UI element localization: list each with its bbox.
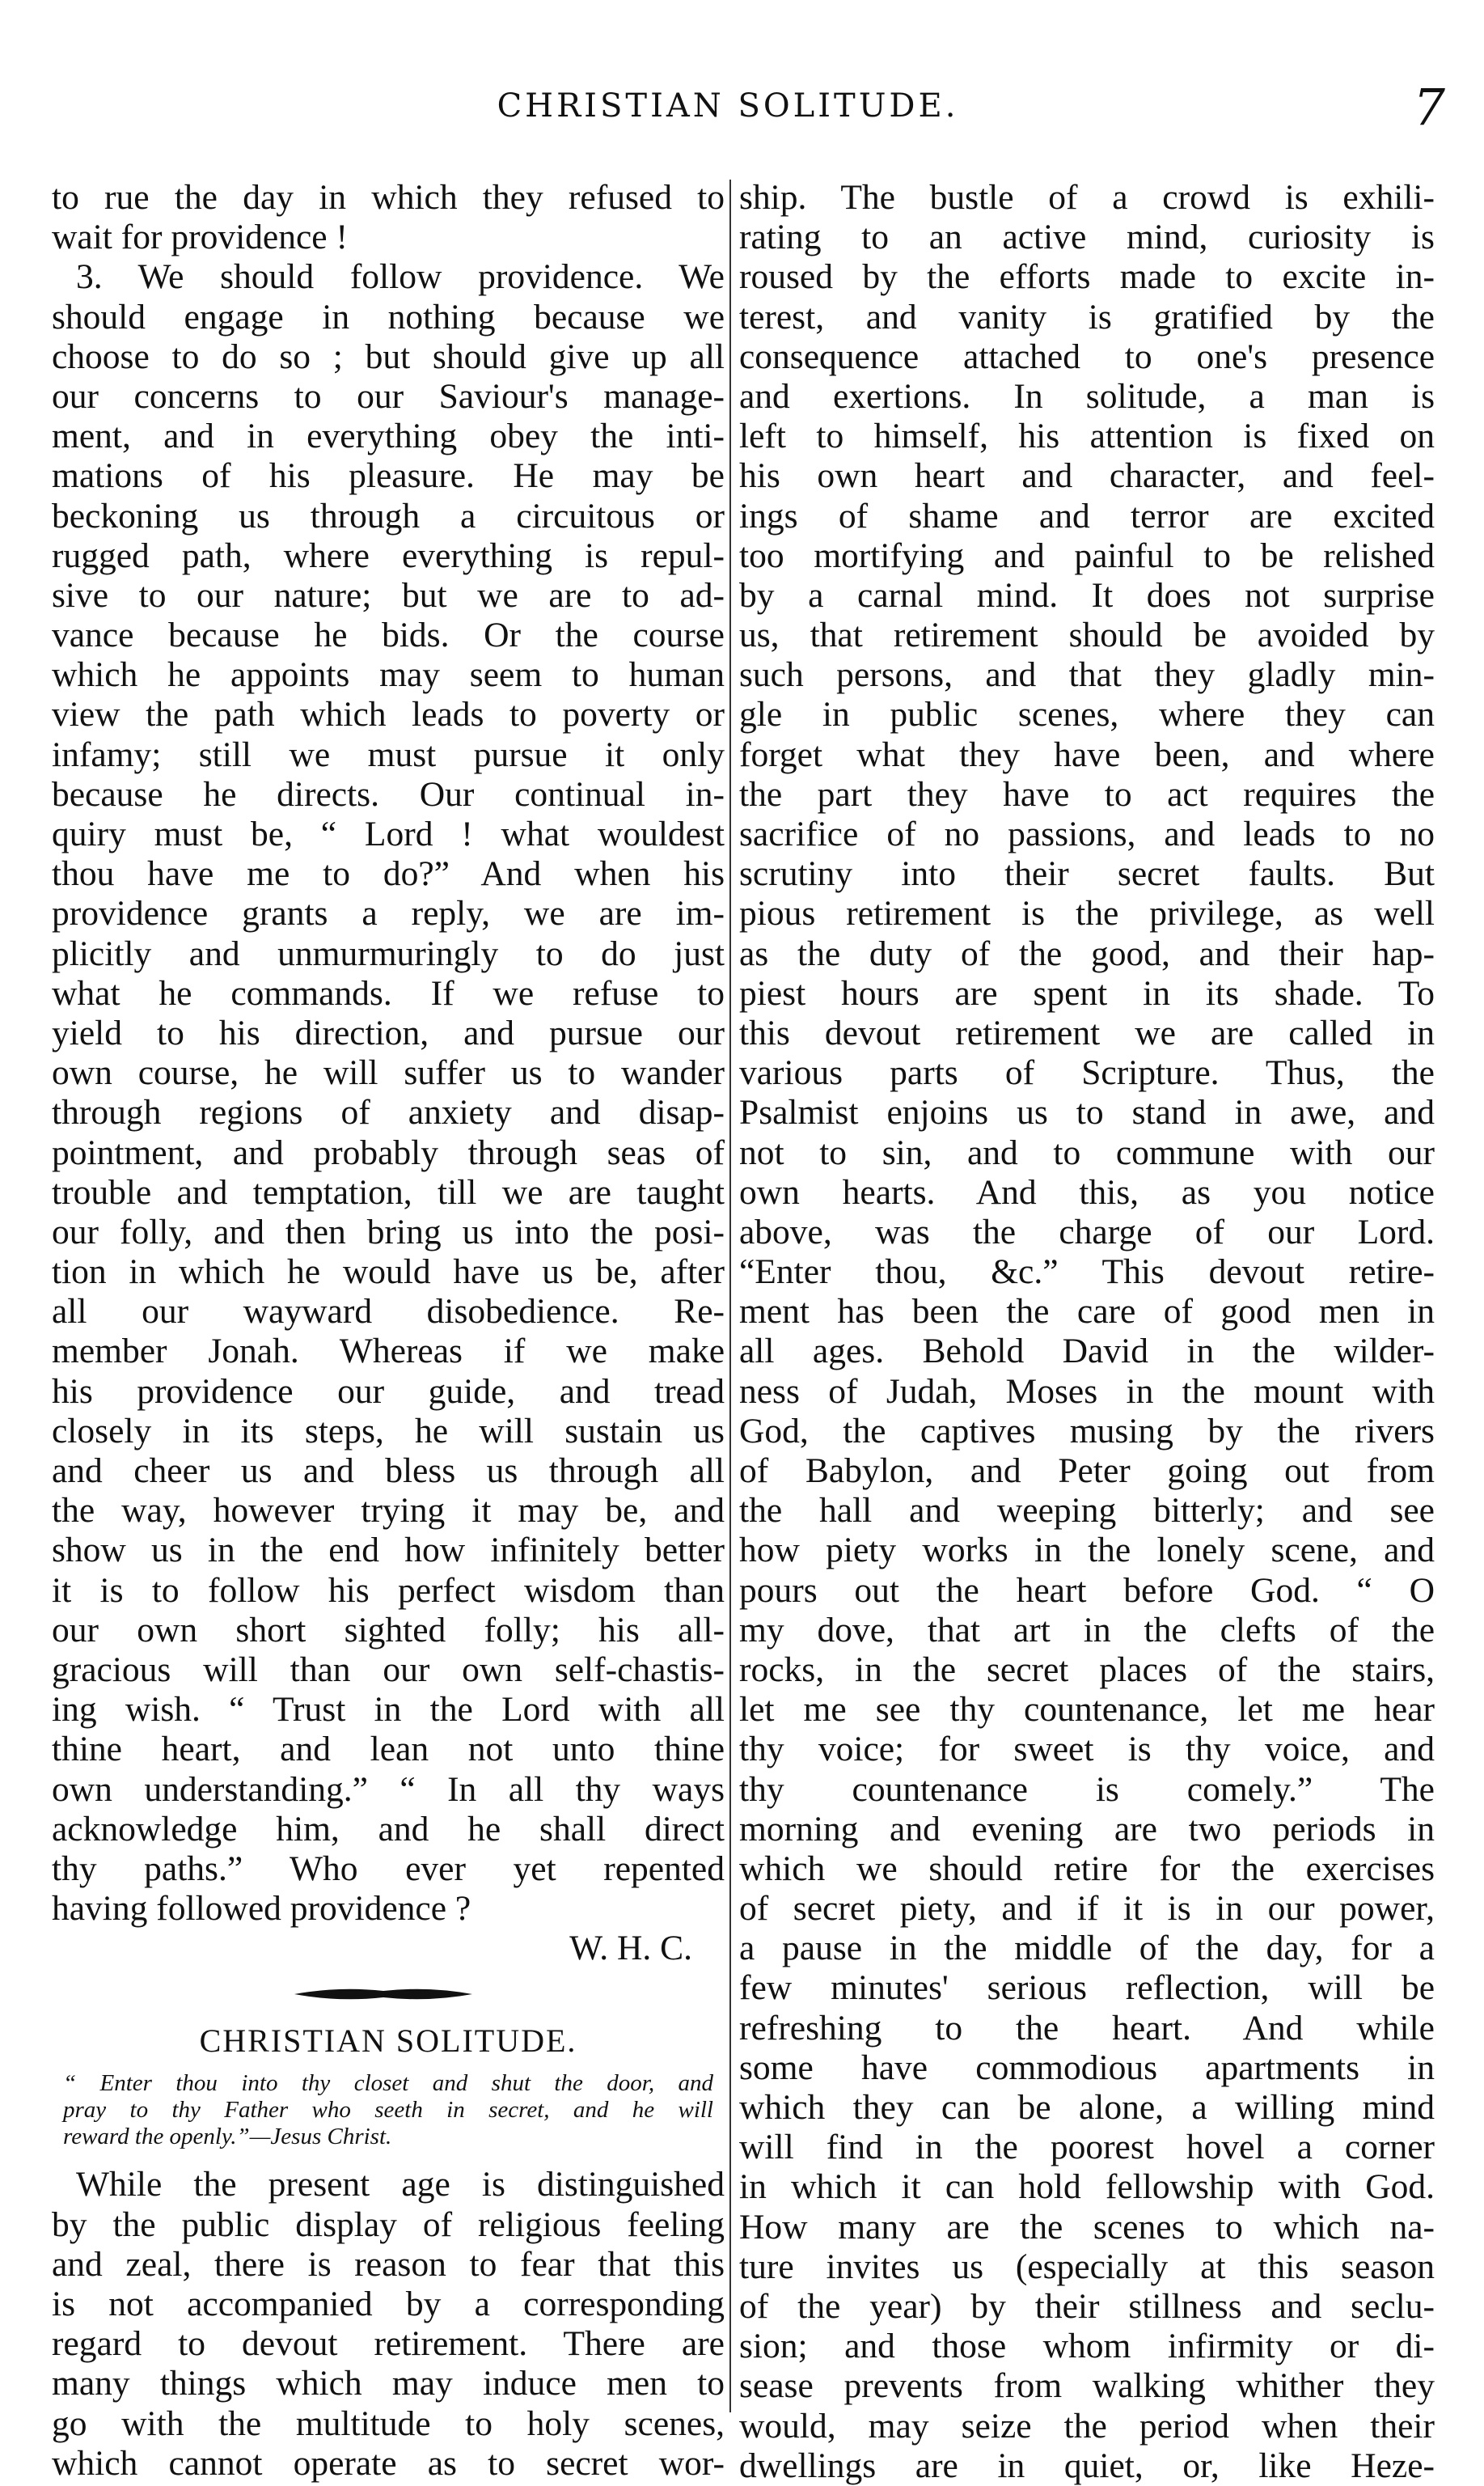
text-line: quiry must be, “ Lord ! what wouldest: [52, 815, 725, 853]
text-line: sion; and those whom infirmity or di-: [739, 2327, 1435, 2366]
text-line: will find in the poorest hovel a corner: [739, 2128, 1435, 2167]
text-line: which cannot operate as to secret wor-: [52, 2443, 725, 2483]
text-line: trouble and temptation, till we are taught: [52, 1172, 725, 1212]
text-line: in which it can hold fellowship with God.: [739, 2167, 1435, 2207]
text-line: “Enter thou, &c.” This devout retire-: [739, 1252, 1435, 1292]
text-line: 3. We should follow providence. We: [76, 257, 725, 297]
text-line: having followed providence ?: [52, 1889, 471, 1929]
text-line: pointment, and probably through seas of: [52, 1133, 725, 1172]
text-line: all our wayward disobedience. Re-: [52, 1292, 725, 1332]
text-line: morning and evening are two periods in: [739, 1809, 1435, 1849]
article-body-start: [52, 2165, 725, 2484]
text-line: which we should retire for the exercises: [739, 1849, 1435, 1888]
text-line: our concerns to our Saviour's manage-: [52, 376, 725, 416]
text-line: terest, and vanity is gratified by the: [739, 297, 1435, 337]
text-line: various parts of Scripture. Thus, the: [739, 1053, 1435, 1093]
text-line: piest hours are spent in its shade. To: [739, 973, 1435, 1013]
ornament-icon: [294, 1984, 472, 2004]
text-line: sease prevents from walking whither they: [739, 2366, 1435, 2406]
text-line: reward the openly.”—Jesus Christ.: [63, 2124, 392, 2150]
text-line: rocks, in the secret places of the stairs,: [739, 1650, 1435, 1689]
text-line: pours out the heart before God. “ O: [739, 1570, 1435, 1610]
text-line: of Babylon, and Peter going out from: [739, 1451, 1435, 1490]
ornamental-rule: [52, 1968, 725, 2017]
text-line: all ages. Behold David in the wilder-: [739, 1332, 1435, 1371]
running-title: CHRISTIAN SOLITUDE.: [497, 87, 959, 125]
text-line: few minutes' serious reflection, will be: [739, 1968, 1435, 2008]
left-column-text: [52, 178, 725, 1929]
text-line: thy paths.” Who ever yet repented: [52, 1849, 725, 1888]
text-line: rugged path, where everything is repul-: [52, 536, 725, 575]
text-line: which he appoints may seem to human: [52, 655, 725, 695]
text-line: consequence attached to one's presence: [739, 337, 1435, 376]
text-line: Psalmist enjoins us to stand in awe, and: [739, 1093, 1435, 1133]
text-line: this devout retirement we are called in: [739, 1013, 1435, 1052]
text-line: ings of shame and terror are excited: [739, 496, 1435, 536]
text-line: roused by the efforts made to excite in-: [739, 257, 1435, 297]
text-line: pious retirement is the privilege, as well: [739, 894, 1435, 934]
text-line: which they can be alone, a willing mind: [739, 2088, 1435, 2127]
text-line: is not accompanied by a corresponding: [52, 2285, 725, 2323]
text-line: ship. The bustle of a crowd is exhili-: [739, 178, 1435, 217]
text-line: pray to thy Father who seeth in secret, and he will: [63, 2097, 713, 2124]
text-line: let me see thy countenance, let me hear: [739, 1690, 1435, 1730]
text-line: providence grants a reply, we are im-: [52, 894, 725, 934]
text-line: member Jonah. Whereas if we make: [52, 1332, 725, 1371]
text-line: left to himself, his attention is fixed on: [739, 417, 1435, 456]
text-line: regard to devout retirement. There are: [52, 2324, 725, 2364]
text-line: too mortifying and painful to be relished: [739, 536, 1435, 575]
signature: W. H. C.: [569, 1929, 692, 1968]
text-line: such persons, and that they gladly min-: [739, 655, 1435, 695]
text-line: beckoning us through a circuitous or: [52, 496, 725, 536]
text-line: the part they have to act requires the: [739, 774, 1435, 814]
text-line: above, was the charge of our Lord.: [739, 1212, 1435, 1251]
text-line: our folly, and then bring us into the posi-: [52, 1212, 725, 1251]
text-line: forget what they have been, and where: [739, 735, 1435, 774]
text-line: ment has been the care of good men in: [739, 1292, 1435, 1332]
text-line: gracious will than our own self-chastis-: [52, 1650, 725, 1689]
epigraph: [52, 2065, 725, 2165]
text-line: yield to his direction, and pursue our: [52, 1013, 725, 1052]
text-line: choose to do so ; but should give up all: [52, 337, 725, 376]
text-line: rating to an active mind, curiosity is: [739, 218, 1435, 257]
text-line: tion in which he would have us be, after: [52, 1252, 725, 1292]
text-line: vance because he bids. Or the course: [52, 616, 725, 655]
text-line: his providence our guide, and tread: [52, 1371, 725, 1411]
text-line: show us in the end how infinitely better: [52, 1531, 725, 1570]
text-line: and exertions. In solitude, a man is: [739, 376, 1435, 416]
text-line: go with the multitude to holy scenes,: [52, 2403, 725, 2443]
text-line: by a carnal mind. It does not surprise: [739, 575, 1435, 615]
text-line: “ Enter thou into thy closet and shut the door, and: [63, 2070, 713, 2097]
text-line: thy countenance is comely.” The: [739, 1769, 1435, 1809]
text-line: of the year) by their stillness and seclu-: [739, 2286, 1435, 2326]
text-line: ment, and in everything obey the inti-: [52, 417, 725, 456]
text-line: closely in its steps, he will sustain us: [52, 1411, 725, 1451]
text-line: a pause in the middle of the day, for a: [739, 1929, 1435, 1968]
text-line: scrutiny into their secret faults. But: [739, 854, 1435, 894]
text-line: God, the captives musing by the rivers: [739, 1411, 1435, 1451]
right-column: [739, 178, 1435, 2486]
page-number: 7: [1413, 78, 1445, 137]
text-line: would, may seize the period when their: [739, 2406, 1435, 2446]
text-line: us, that retirement should be avoided by: [739, 616, 1435, 655]
text-line: by the public display of religious feeling: [52, 2204, 725, 2244]
text-line: view the path which leads to poverty or: [52, 695, 725, 735]
text-line: acknowledge him, and he shall direct: [52, 1809, 725, 1849]
text-line: the hall and weeping bitterly; and see: [739, 1491, 1435, 1531]
text-line: to rue the day in which they refused to: [52, 178, 725, 217]
text-line: through regions of anxiety and disap-: [52, 1093, 725, 1133]
text-line: some have commodious apartments in: [739, 2048, 1435, 2087]
text-line: and zeal, there is reason to fear that this: [52, 2244, 725, 2284]
text-line: mations of his pleasure. He may be: [52, 456, 725, 496]
text-line: many things which may induce men to: [52, 2364, 725, 2403]
text-line: ing wish. “ Trust in the Lord with all: [52, 1690, 725, 1730]
text-line: infamy; still we must pursue it only: [52, 735, 725, 774]
text-line: not to sin, and to commune with our: [739, 1133, 1435, 1172]
text-line: ture invites us (especially at this season: [739, 2247, 1435, 2286]
text-line: While the present age is distinguished: [76, 2165, 725, 2204]
text-line: should engage in nothing because we: [52, 297, 725, 337]
text-line: as the duty of the good, and their hap-: [739, 934, 1435, 973]
text-line: gle in public scenes, where they can: [739, 695, 1435, 735]
text-line: plicitly and unmurmuringly to do just: [52, 934, 725, 973]
text-line: of secret piety, and if it is in our power,: [739, 1889, 1435, 1929]
text-line: sive to our nature; but we are to ad-: [52, 575, 725, 615]
text-line: his own heart and character, and feel-: [739, 456, 1435, 496]
text-line: refreshing to the heart. And while: [739, 2008, 1435, 2048]
text-line: thine heart, and lean not unto thine: [52, 1730, 725, 1769]
text-line: How many are the scenes to which na-: [739, 2207, 1435, 2247]
article-title: CHRISTIAN SOLITUDE.: [199, 2022, 577, 2060]
text-line: our own short sighted folly; his all-: [52, 1610, 725, 1650]
text-line: how piety works in the lonely scene, and: [739, 1531, 1435, 1570]
text-line: and cheer us and bless us through all: [52, 1451, 725, 1490]
text-line: own course, he will suffer us to wander: [52, 1053, 725, 1093]
text-line: wait for providence !: [52, 218, 348, 257]
text-line: it is to follow his perfect wisdom than: [52, 1570, 725, 1610]
text-line: own hearts. And this, as you notice: [739, 1172, 1435, 1212]
text-line: own understanding.” “ In all thy ways: [52, 1769, 725, 1809]
text-line: thy voice; for sweet is thy voice, and: [739, 1730, 1435, 1769]
text-line: sacrifice of no passions, and leads to no: [739, 815, 1435, 853]
text-line: because he directs. Our continual in-: [52, 774, 725, 814]
text-line: my dove, that art in the clefts of the: [739, 1610, 1435, 1650]
text-line: ness of Judah, Moses in the mount with: [739, 1371, 1435, 1411]
text-line: the way, however trying it may be, and: [52, 1491, 725, 1531]
text-line: what he commands. If we refuse to: [52, 973, 725, 1013]
left-column: [52, 178, 725, 2484]
text-line: thou have me to do?” And when his: [52, 854, 725, 894]
column-divider: [729, 180, 731, 2412]
text-line: dwellings are in quiet, or, like Heze-: [739, 2446, 1435, 2485]
